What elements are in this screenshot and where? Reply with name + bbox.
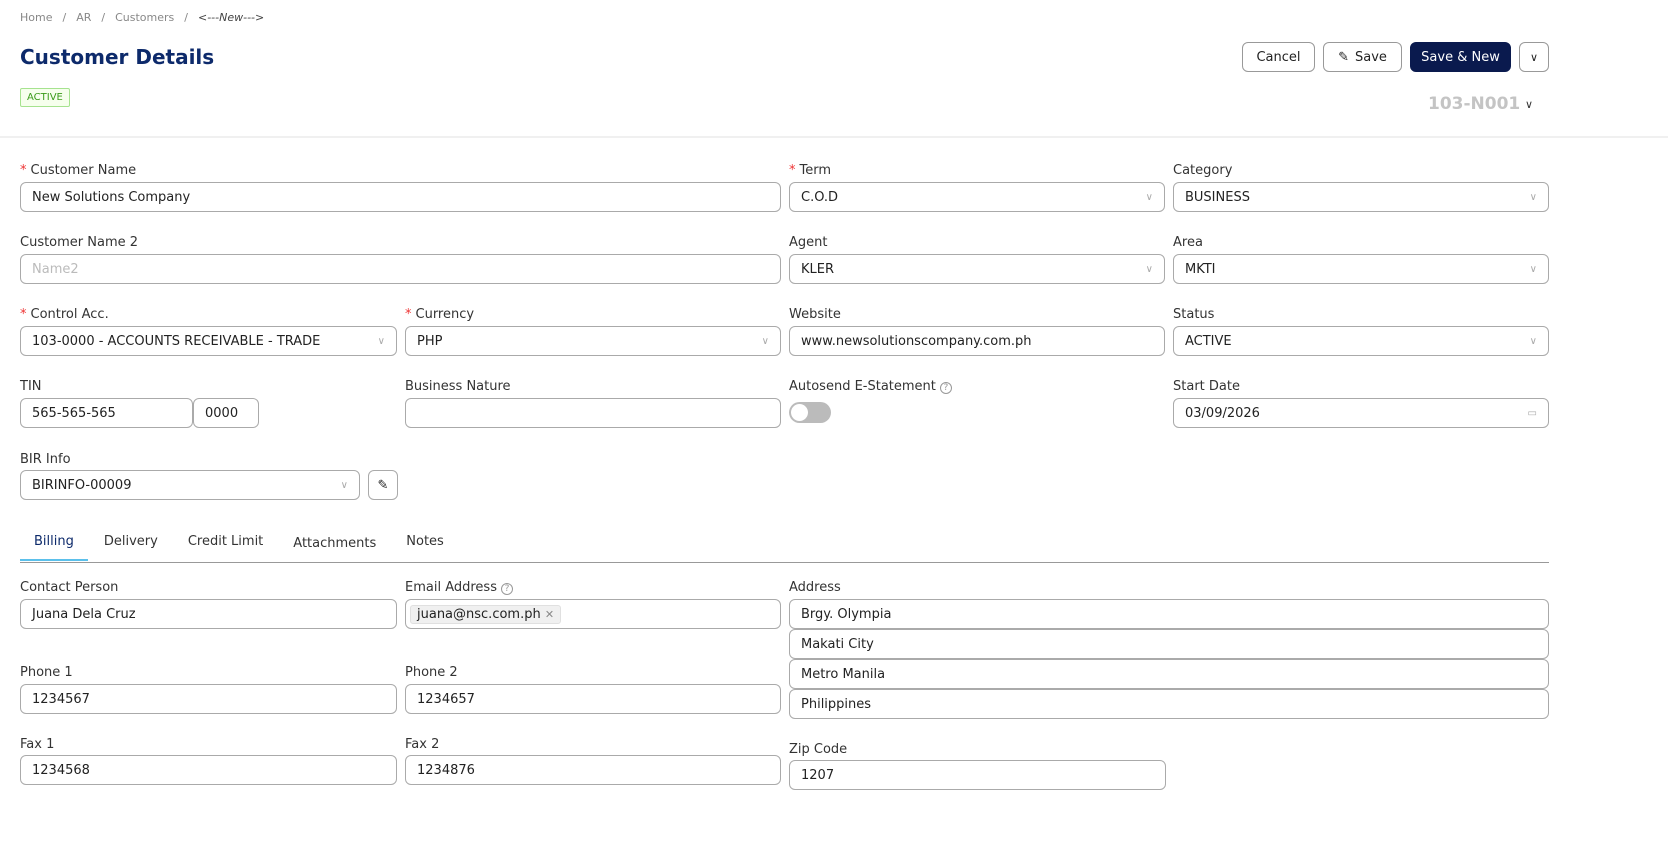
- address-line-2[interactable]: Makati City: [789, 629, 1549, 659]
- control-account-select[interactable]: 103-0000 - ACCOUNTS RECEIVABLE - TRADE ∨: [20, 326, 397, 356]
- chevron-down-icon: ∨: [1529, 191, 1537, 203]
- address-line-1[interactable]: Brgy. Olympia: [789, 599, 1549, 629]
- save-new-button[interactable]: Save & New: [1410, 42, 1511, 72]
- customer-name-2-input[interactable]: Name2: [20, 254, 781, 284]
- document-number: 103-N001: [1428, 94, 1521, 114]
- tab-credit-limit[interactable]: Credit Limit: [187, 534, 264, 549]
- email-tag: juana@nsc.com.ph ✕: [410, 605, 561, 624]
- phone-2-input[interactable]: 1234657: [405, 684, 781, 714]
- calendar-icon: ▭: [1527, 407, 1537, 419]
- tab-billing[interactable]: Billing: [20, 534, 88, 561]
- agent-select[interactable]: KLER ∨: [789, 254, 1165, 284]
- chevron-down-icon: ∨: [761, 335, 769, 347]
- cancel-button[interactable]: Cancel: [1242, 42, 1315, 72]
- tab-notes[interactable]: Notes: [406, 534, 444, 549]
- customer-name-input[interactable]: New Solutions Company: [20, 182, 781, 212]
- status-badge: ACTIVE: [20, 88, 70, 107]
- chevron-down-icon: ∨: [340, 479, 348, 491]
- address-line-3[interactable]: Metro Manila: [789, 659, 1549, 689]
- chevron-down-icon[interactable]: ∨: [1525, 98, 1534, 111]
- edit-bir-info-button[interactable]: [368, 470, 398, 500]
- start-date-picker[interactable]: 03/09/2026 ▭: [1173, 398, 1549, 428]
- pencil-icon: ✎: [377, 477, 389, 493]
- category-select[interactable]: BUSINESS ∨: [1173, 182, 1549, 212]
- save-button[interactable]: ✎ Save: [1323, 42, 1402, 72]
- help-icon: ?: [940, 382, 952, 394]
- breadcrumb-current: <---New--->: [197, 11, 265, 24]
- tin-branch-input[interactable]: 0000: [193, 398, 259, 428]
- phone-1-input[interactable]: 1234567: [20, 684, 397, 714]
- chevron-down-icon: ∨: [1145, 263, 1153, 275]
- zip-code-input[interactable]: 1207: [789, 760, 1166, 790]
- fax-2-input[interactable]: 1234876: [405, 755, 781, 785]
- tabs: [20, 534, 458, 561]
- breadcrumb-home[interactable]: Home: [20, 11, 53, 24]
- area-select[interactable]: MKTI ∨: [1173, 254, 1549, 284]
- currency-select[interactable]: PHP ∨: [405, 326, 781, 356]
- pencil-icon: ✎: [1338, 49, 1349, 65]
- bir-info-select[interactable]: BIRINFO-00009 ∨: [20, 470, 360, 500]
- tab-divider: [20, 562, 1549, 563]
- address-line-4[interactable]: Philippines: [789, 689, 1549, 719]
- chevron-down-icon: ∨: [1529, 50, 1539, 64]
- status-select[interactable]: ACTIVE ∨: [1173, 326, 1549, 356]
- breadcrumb-customers[interactable]: Customers: [115, 11, 175, 24]
- email-input[interactable]: [405, 599, 781, 629]
- tab-delivery[interactable]: Delivery: [103, 534, 158, 549]
- business-nature-input[interactable]: [405, 398, 781, 428]
- tab-attachments[interactable]: Attachments: [293, 536, 377, 551]
- chevron-down-icon: ∨: [1145, 191, 1153, 203]
- term-select[interactable]: C.O.D ∨: [789, 182, 1165, 212]
- divider: [0, 136, 1668, 138]
- more-actions-dropdown[interactable]: [1519, 42, 1549, 72]
- chevron-down-icon: ∨: [377, 335, 385, 347]
- breadcrumb: Home / AR / Customers / <---New--->: [20, 11, 265, 24]
- chevron-down-icon: ∨: [1529, 263, 1537, 275]
- fax-1-input[interactable]: 1234568: [20, 755, 397, 785]
- breadcrumb-ar[interactable]: AR: [76, 11, 92, 24]
- help-icon: ?: [501, 583, 513, 595]
- contact-person-input[interactable]: Juana Dela Cruz: [20, 599, 397, 629]
- close-icon[interactable]: ✕: [544, 607, 555, 621]
- autosend-toggle[interactable]: [789, 402, 831, 423]
- website-input[interactable]: www.newsolutionscompany.com.ph: [789, 326, 1165, 356]
- tin-input[interactable]: 565-565-565: [20, 398, 193, 428]
- chevron-down-icon: ∨: [1529, 335, 1537, 347]
- page-title: Customer Details: [20, 45, 215, 69]
